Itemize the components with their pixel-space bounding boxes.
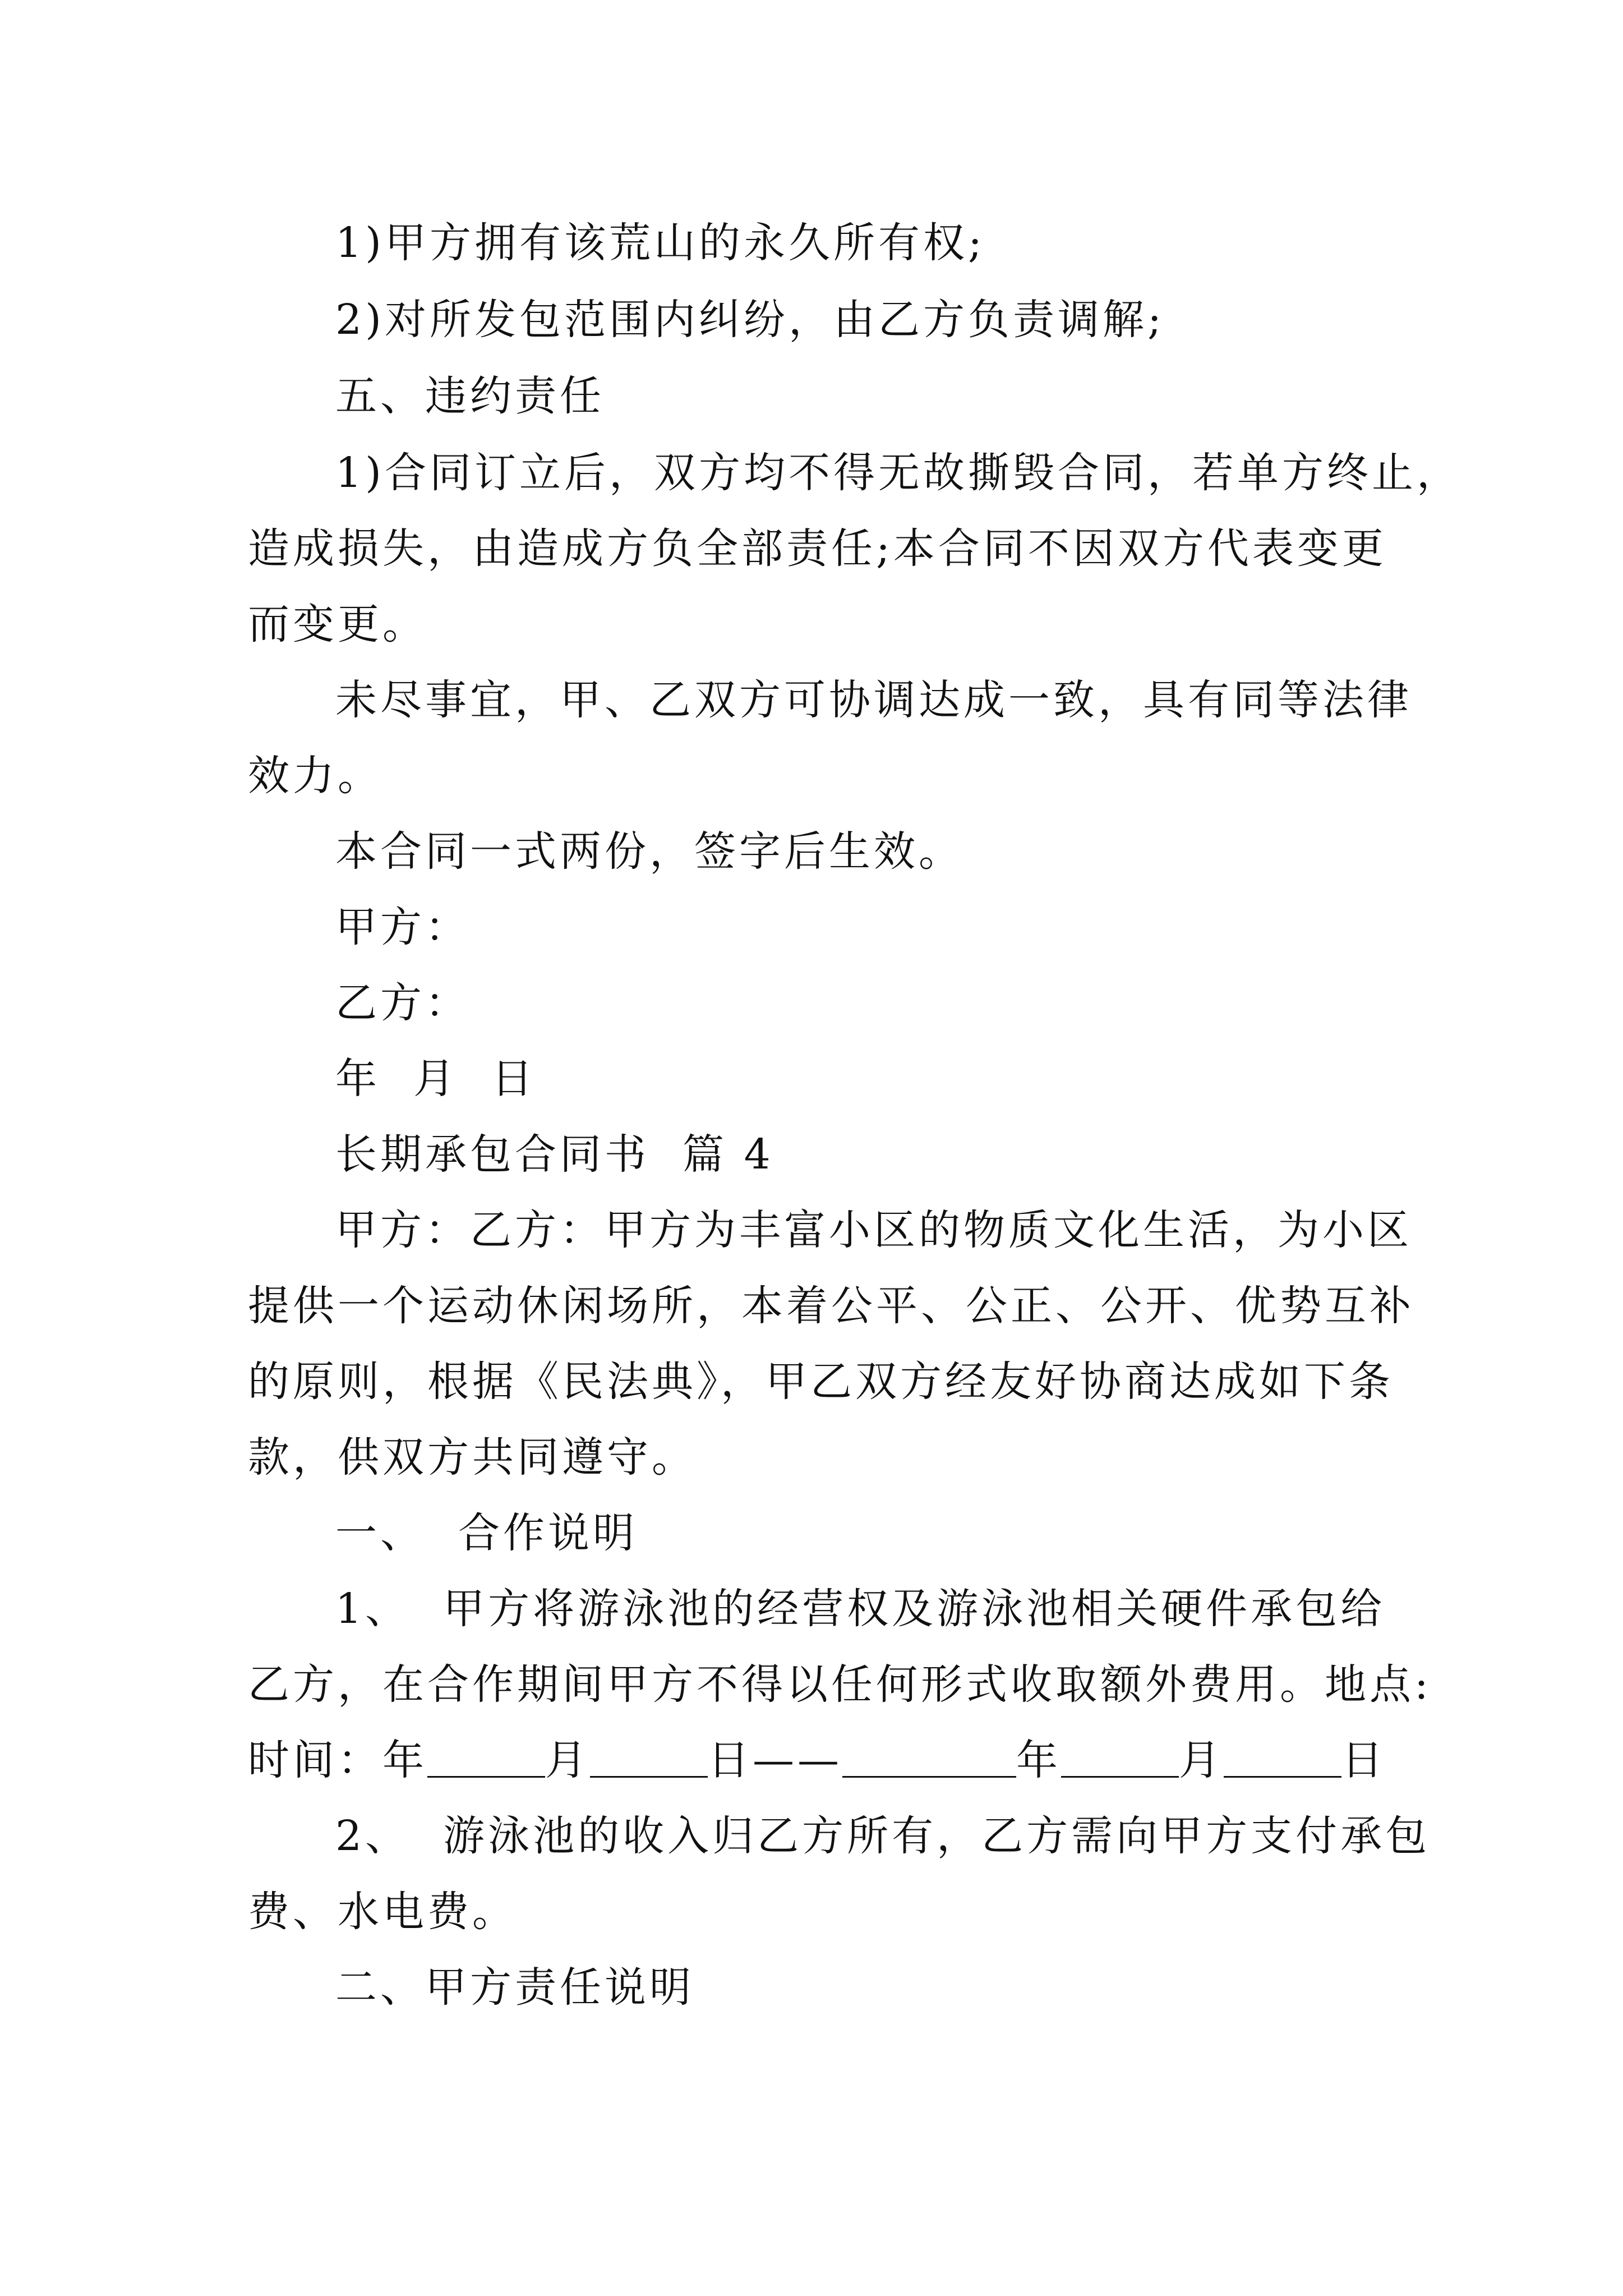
blank-field bbox=[427, 1737, 545, 1778]
preamble-line-1: 甲方：乙方：甲方为丰富小区的物质文化生活，为小区 bbox=[335, 1206, 1412, 1254]
clause-1-ownership: 1)甲方拥有该荒山的永久所有权; bbox=[335, 219, 985, 267]
breach-paragraph-line-3: 而变更。 bbox=[248, 600, 427, 648]
section-heading-cooperation: 一、 合作说明 bbox=[335, 1509, 638, 1557]
clause-2-disputes: 2)对所发包范围内纠纷，由乙方负责调解; bbox=[335, 296, 1165, 344]
blank-field bbox=[1224, 1737, 1341, 1778]
time-label: 时间：年 bbox=[248, 1736, 427, 1784]
day-label: 日 bbox=[1341, 1736, 1386, 1784]
time-field-line bbox=[248, 1733, 1386, 1787]
contract-heading-part-4: 长期承包合同书 篇 4 bbox=[335, 1130, 774, 1179]
month-label: 月 bbox=[545, 1736, 590, 1784]
month-label: 月 bbox=[1179, 1736, 1224, 1784]
section-heading-breach: 五、违约责任 bbox=[335, 372, 605, 420]
blank-field bbox=[1061, 1737, 1179, 1778]
party-a-signature-label: 甲方： bbox=[335, 903, 470, 951]
year-label: 年 bbox=[1016, 1736, 1061, 1784]
cooperation-item-2-line-2: 费、水电费。 bbox=[248, 1888, 517, 1936]
preamble-line-4: 款，供双方共同遵守。 bbox=[248, 1433, 697, 1481]
unresolved-matters-line-2: 效力。 bbox=[248, 752, 382, 800]
preamble-line-2: 提供一个运动休闲场所，本着公平、公正、公开、优势互补 bbox=[248, 1282, 1414, 1330]
section-heading-party-a-duties: 二、甲方责任说明 bbox=[335, 1963, 694, 2012]
copies-statement: 本合同一式两份，签字后生效。 bbox=[335, 827, 963, 876]
dash-separator: —— bbox=[753, 1736, 842, 1784]
date-line: 年 月 日 bbox=[335, 1055, 537, 1103]
day-label: 日 bbox=[708, 1736, 753, 1784]
breach-paragraph-line-1: 1)合同订立后，双方均不得无故撕毁合同，若单方终止， bbox=[335, 449, 1461, 497]
preamble-line-3: 的原则，根据《民法典》，甲乙双方经友好协商达成如下条 bbox=[248, 1358, 1394, 1406]
cooperation-item-2-line-1: 2、 游泳池的收入归乙方所有，乙方需向甲方支付承包 bbox=[335, 1812, 1431, 1860]
blank-field bbox=[842, 1737, 1016, 1778]
breach-paragraph-line-2: 造成损失，由造成方负全部责任;本合同不因双方代表变更 bbox=[248, 524, 1387, 573]
cooperation-item-1-line-1: 1、 甲方将游泳池的经营权及游泳池相关硬件承包给 bbox=[335, 1585, 1386, 1633]
party-b-signature-label: 乙方： bbox=[335, 979, 470, 1027]
blank-field bbox=[590, 1737, 708, 1778]
unresolved-matters-line-1: 未尽事宜，甲、乙双方可协调达成一致，具有同等法律 bbox=[335, 676, 1412, 724]
cooperation-item-1-line-2: 乙方，在合作期间甲方不得以任何形式收取额外费用。地点: bbox=[248, 1660, 1432, 1709]
